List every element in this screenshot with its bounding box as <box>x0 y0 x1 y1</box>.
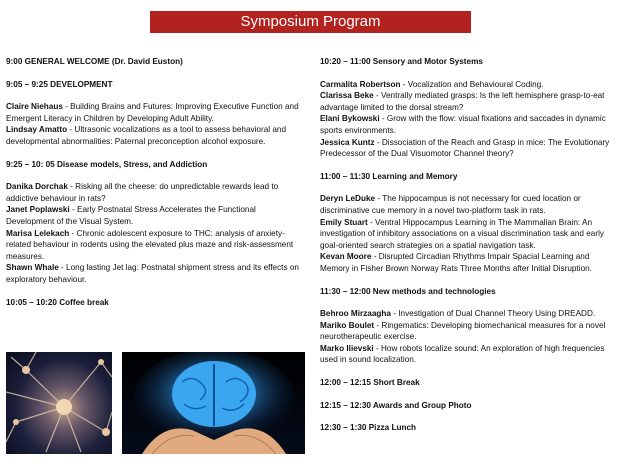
list-item <box>320 193 616 216</box>
awards-heading: 12:15 – 12:30 Awards and Group Photo <box>320 400 472 410</box>
list-item <box>320 90 616 113</box>
talk-title: - How robots localize sound: An exploration of high frequencies used in sound localization. <box>320 343 605 365</box>
presenter-name: Elani Bykowski <box>320 114 380 124</box>
list-item <box>320 113 616 136</box>
disease-heading: 9:25 – 10: 05 Disease models, Stress, and Addiction <box>6 159 208 169</box>
right-column <box>320 56 616 445</box>
development-list <box>6 101 306 147</box>
welcome-heading: 9:00 GENERAL WELCOME (Dr. David Euston) <box>6 57 183 66</box>
left-column <box>6 56 306 319</box>
list-item <box>320 343 616 366</box>
presenter-name: Kevan Moore <box>320 252 372 262</box>
talk-title: - The hippocampus is not necessary for cued location or discriminative cue memory in a novel two-platform task in rats. <box>320 194 581 215</box>
list-item <box>320 320 616 343</box>
talk-title: - Long lasting Jet lag: Postnatal shipment stress and its effects on exploratory behaviour. <box>6 263 299 284</box>
list-item <box>6 181 306 204</box>
presenter-name: Deryn LeDuke <box>320 194 376 204</box>
coffee-break-heading: 10:05 – 10:20 Coffee break <box>6 297 109 307</box>
list-item <box>320 217 616 252</box>
list-item <box>6 228 306 263</box>
disease-list <box>6 181 306 285</box>
list-item <box>6 204 306 227</box>
page-title: Symposium Program <box>150 11 471 33</box>
list-item <box>320 79 616 91</box>
talk-title: - Vocalization and Behavioural Coding. <box>400 79 544 89</box>
development-heading: 9:05 – 9:25 DEVELOPMENT <box>6 79 113 89</box>
presenter-name: Clarissa Beke <box>320 91 374 101</box>
presenter-name: Danika Dorchak <box>6 182 68 192</box>
talk-title: - Disrupted Circadian Rhythms Impair Spacial Learning and Memory in Fisher Brown Norway Rats Three Months after Initial Disruption. <box>320 252 592 273</box>
talk-title: - Ventrally mediated grasps: Is the left hemisphere grasp-to-eat advantage limited to the dorsal stream? <box>320 91 605 112</box>
presenter-name: Marisa Lelekach <box>6 228 70 238</box>
presenter-name: Emily Stuart <box>320 217 368 227</box>
talk-title: - Ultrasonic vocalizations as a tool to assess behavioral and developmental abnormalities: Paternal preconception alcohol exposure. <box>6 125 287 146</box>
brain-in-hands-image <box>122 352 305 454</box>
presenter-name: Claire Niehaus <box>6 102 63 112</box>
list-item <box>6 124 306 147</box>
list-item <box>6 101 306 124</box>
presenter-name: Jessica Kuntz <box>320 137 375 147</box>
presenter-name: Shawn Whale <box>6 263 59 273</box>
list-item <box>320 137 616 160</box>
talk-title: - Ventral Hippocampus Learning in The Mammalian Brain: An investigation of inhibitory associations on a visual discrimination task and early goal-oriented search strategies on a spatial navigation task. <box>320 217 604 250</box>
list-item <box>320 308 616 320</box>
talk-title: - Chronic adolescent exposure to THC: analysis of anxiety-related behaviour in rodents using the elevated plus maze and risk-assessment measures. <box>6 228 294 261</box>
talk-title: - Building Brains and Futures: Improving Executive Function and Emergent Literacy in Children by Developing Adult Ability. <box>6 102 299 123</box>
learning-list <box>320 193 616 274</box>
talk-title: - Early Postnatal Stress Accelerates the Functional Development of the Visual System. <box>6 205 256 226</box>
presenter-name: Mariko Boulet <box>320 320 375 330</box>
methods-list <box>320 308 616 366</box>
talk-title: - Investigation of Dual Channel Theory Using DREADD. <box>390 309 596 319</box>
list-item <box>6 262 306 285</box>
presenter-name: Carmalita Robertson <box>320 79 401 89</box>
presenter-name: Lindsay Amatto <box>6 125 68 135</box>
list-item <box>320 251 616 274</box>
talk-title: - Grow with the flow: visual fixations and saccades in dynamic sports environments. <box>320 114 606 135</box>
presenter-name: Janet Poplawski <box>6 205 70 215</box>
presenter-name: Behroo Mirzaagha <box>320 309 391 319</box>
short-break-heading: 12:00 – 12:15 Short Break <box>320 378 420 388</box>
learning-heading: 11:00 – 11:30 Learning and Memory <box>320 171 458 181</box>
sensory-heading: 10:20 – 11:00 Sensory and Motor Systems <box>320 57 483 66</box>
talk-title: - Risking all the cheese: do unpredictable rewards lead to addictive behaviour in rats? <box>6 182 279 203</box>
presenter-name: Marko Ilievski <box>320 343 374 353</box>
lunch-heading: 12:30 – 1:30 Pizza Lunch <box>320 423 417 433</box>
sensory-list <box>320 79 616 160</box>
neurons-image <box>6 352 112 454</box>
talk-title: - Ringematics: Developing biomechanical measures for a novel neurotherapeutic exercise. <box>320 320 606 342</box>
talk-title: - Dissociation of the Reach and Grasp in mice: The Evolutionary Predecessor of the Dual Visuomotor Channel theory? <box>320 137 610 159</box>
methods-heading: 11:30 – 12:00 New methods and technologies <box>320 286 496 296</box>
